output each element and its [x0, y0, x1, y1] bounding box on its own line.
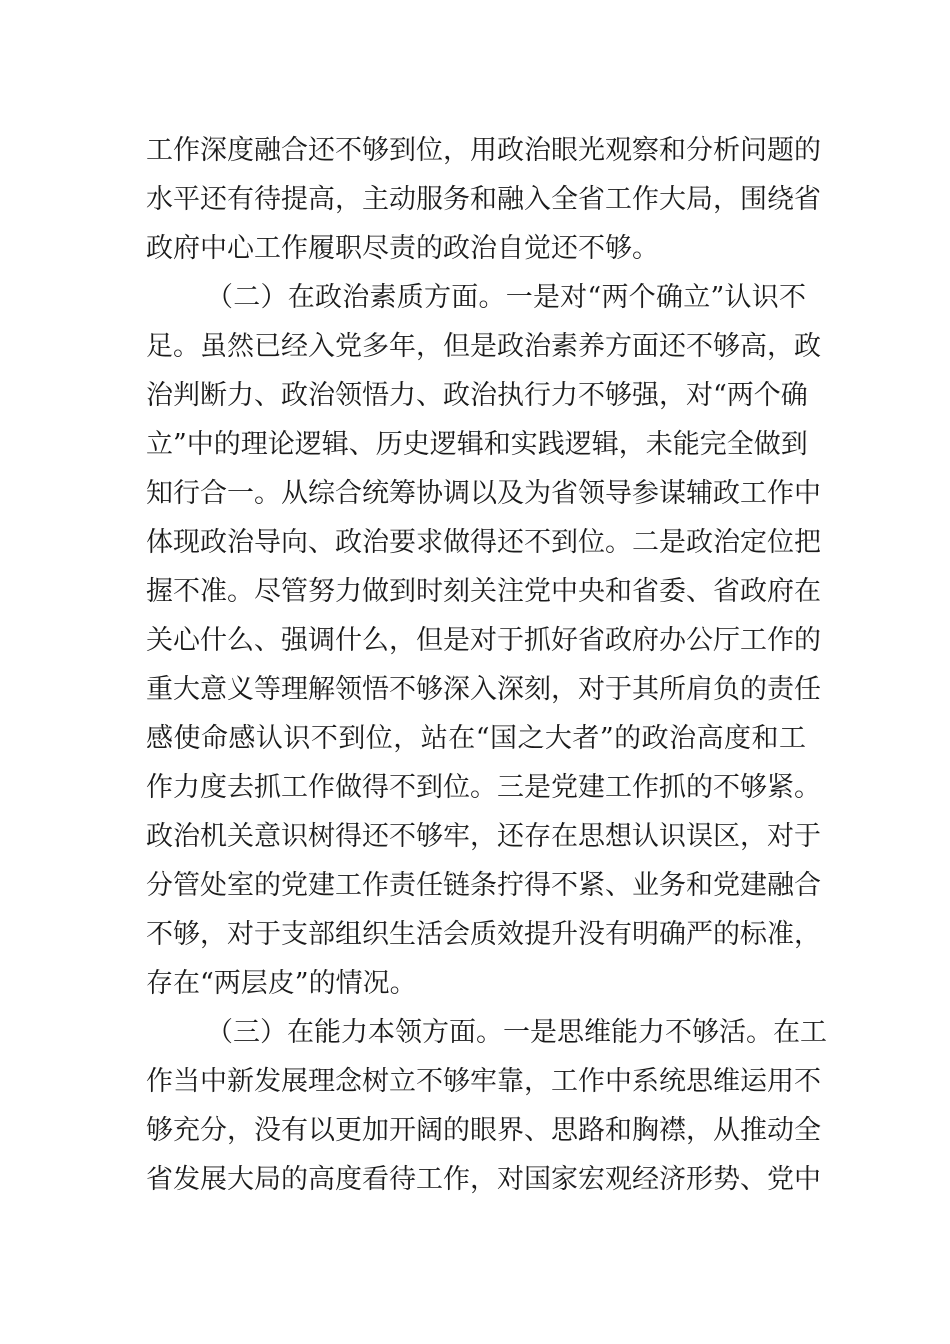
text-line: 关心什么、强调什么，但是对于抓好省政府办公厅工作的 — [146, 625, 821, 656]
text-line: 存在“两层皮”的情况。 — [146, 968, 417, 999]
text-line: 政府中心工作履职尽责的政治自觉还不够。 — [146, 233, 659, 264]
text-line: 工作深度融合还不够到位，用政治眼光观察和分析问题的 — [146, 135, 821, 166]
section-heading-line: （二）在政治素质方面。一是对“两个确立”认识不 — [206, 282, 806, 313]
text-line: 立”中的理论逻辑、历史逻辑和实践逻辑，未能完全做到 — [146, 429, 808, 460]
text-line: 省发展大局的高度看待工作，对国家宏观经济形势、党中 — [146, 1164, 821, 1195]
text-line: 握不准。尽管努力做到时刻关注党中央和省委、省政府在 — [146, 576, 821, 607]
text-line: 作力度去抓工作做得不到位。三是党建工作抓的不够紧。 — [146, 772, 821, 803]
text-line: 足。虽然已经入党多年，但是政治素养方面还不够高，政 — [146, 331, 821, 362]
text-line: 知行合一。从综合统筹协调以及为省领导参谋辅政工作中 — [146, 478, 821, 509]
text-line: 重大意义等理解领悟不够深入深刻，对于其所肩负的责任 — [146, 674, 821, 705]
text-line: 作当中新发展理念树立不够牢靠，工作中系统思维运用不 — [146, 1066, 821, 1097]
text-line: 分管处室的党建工作责任链条拧得不紧、业务和党建融合 — [146, 870, 821, 901]
text-line: 治判断力、政治领悟力、政治执行力不够强，对“两个确 — [146, 380, 808, 411]
text-line: 政治机关意识树得还不够牢，还存在思想认识误区，对于 — [146, 821, 821, 852]
text-line: 够充分，没有以更加开阔的眼界、思路和胸襟，从推动全 — [146, 1115, 821, 1146]
text-line: 感使命感认识不到位，站在“国之大者”的政治高度和工 — [146, 723, 806, 754]
text-line: 体现政治导向、政治要求做得还不到位。二是政治定位把 — [146, 527, 821, 558]
section-heading-line: （三）在能力本领方面。一是思维能力不够活。在工 — [206, 1017, 827, 1048]
text-line: 不够，对于支部组织生活会质效提升没有明确严的标准， — [146, 919, 821, 950]
text-line: 水平还有待提高，主动服务和融入全省工作大局，围绕省 — [146, 184, 821, 215]
